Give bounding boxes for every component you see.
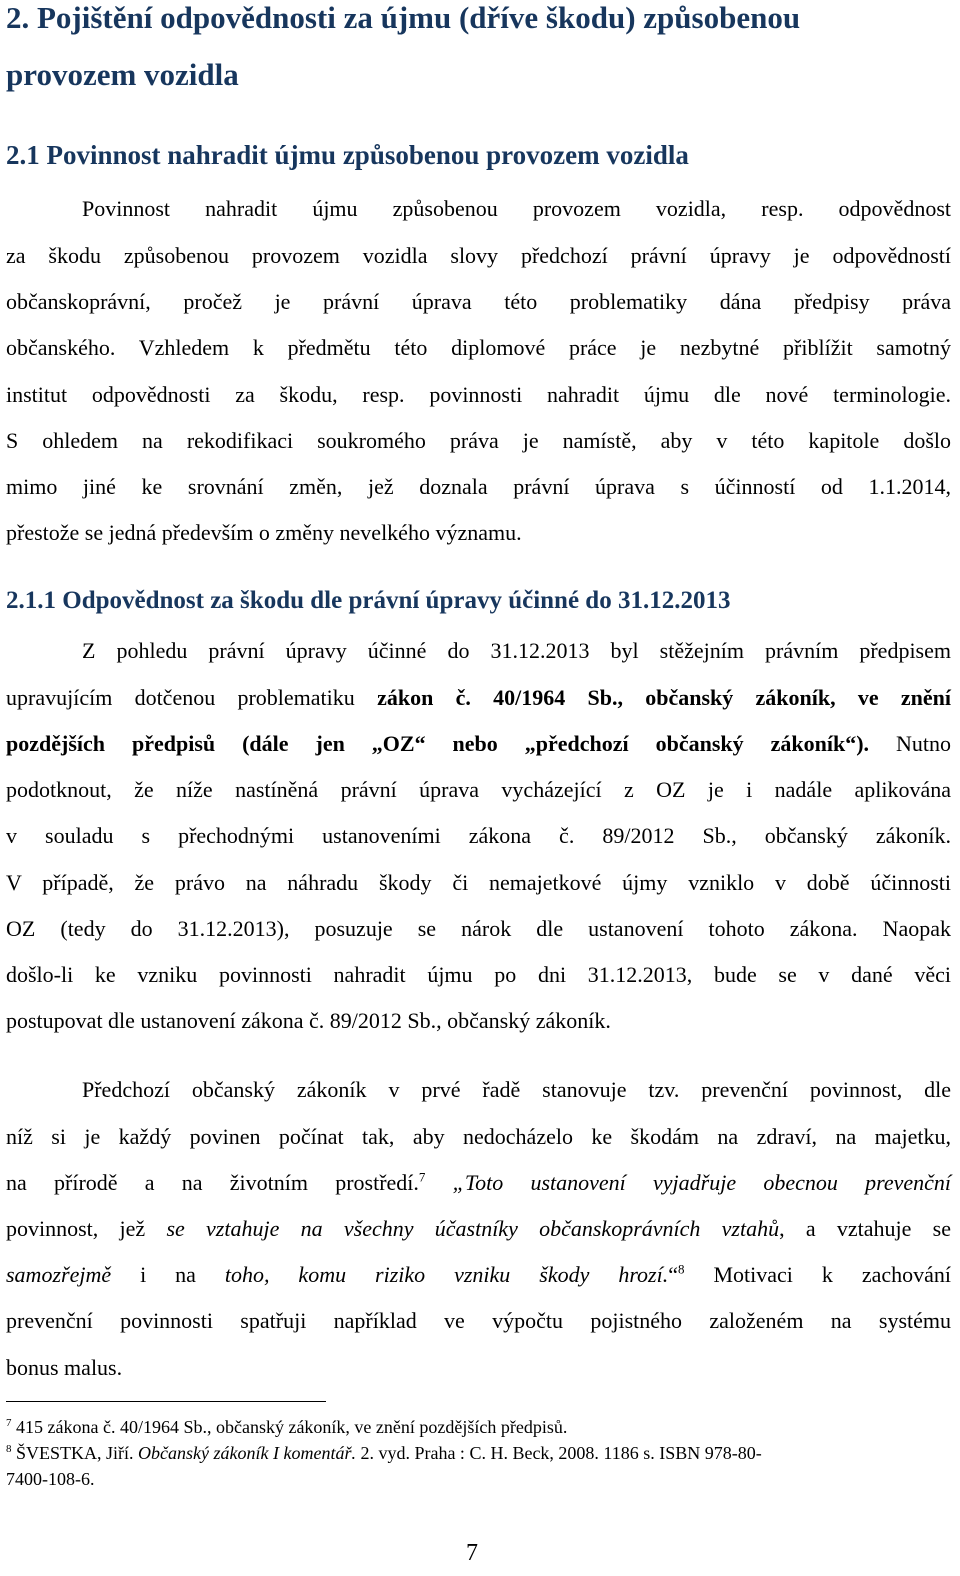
text-run: “ — [668, 1262, 679, 1287]
footnote-text: ŠVESTKA, Jiří. — [11, 1443, 139, 1463]
text-run: , a vztahuje se — [779, 1216, 952, 1241]
italic-text-run: samozřejmě — [6, 1262, 112, 1287]
footnote-separator — [6, 1401, 326, 1402]
text-line: v souladu s přechodnými ustanoveními zákona č. 89/2012 Sb., občanský zákoník. — [6, 823, 951, 848]
bold-text-run: pozdějších předpisů (dále jen „OZ“ nebo „předchozí občanský zákoník“). — [6, 731, 870, 756]
text-line — [6, 729, 951, 759]
text-line: V případě, že právo na náhradu škody či nemajetkové újmy vzniklo v době účinnosti — [6, 870, 951, 895]
text-line: institut odpovědnosti za škodu, resp. povinnosti nahradit újmu dle nové terminologie. — [6, 382, 951, 407]
text-line — [6, 1260, 951, 1290]
text-run: upravujícím dotčenou problematiku — [6, 685, 378, 710]
text-line: níž si je každý povinen počínat tak, aby nedocházelo ke škodám na zdraví, na majetku, — [6, 1124, 951, 1149]
text-run: na přírodě a na životním prostředí. — [6, 1170, 419, 1195]
footnote-number: 8 — [6, 1443, 12, 1455]
text-line: prevenční povinnosti spatřuji například ve výpočtu pojistného založeném na systému — [6, 1308, 951, 1333]
text-line — [6, 683, 951, 713]
text-run: i na — [111, 1262, 225, 1287]
text-line: Z pohledu právní úpravy účinné do 31.12.2013 byl stěžejním právním předpisem — [82, 638, 951, 663]
text-line: došlo-li ke vzniku povinnosti nahradit újmu po dni 31.12.2013, bude se v dané věci — [6, 962, 951, 987]
italic-text-run: se vztahuje na všechny účastníky občanskoprávních vztahů — [166, 1216, 780, 1241]
text-line: postupovat dle ustanovení zákona č. 89/2012 Sb., občanský zákoník. — [6, 1008, 611, 1033]
text-line: za škodu způsobenou provozem vozidla slovy předchozí právní úpravy je odpovědností — [6, 243, 951, 268]
text-line: bonus malus. — [6, 1355, 123, 1380]
text-line — [6, 1168, 951, 1198]
subsection-heading: 2.1.1 Odpovědnost za škodu dle právní úpravy účinné do 31.12.2013 — [6, 587, 731, 614]
footnote-8-continued: 7400-108-6. — [6, 1469, 95, 1489]
text-run: povinnost, jež — [6, 1216, 167, 1241]
footnote-title: Občanský zákoník I komentář. — [138, 1443, 356, 1463]
chapter-heading-line-2: provozem vozidla — [6, 57, 239, 92]
text-line: přestože se jedná především o změny nevelkého významu. — [6, 520, 522, 545]
text-line: S ohledem na rekodifikaci soukromého práva je namístě, aby v této kapitole došlo — [6, 428, 951, 453]
section-heading: 2.1 Povinnost nahradit újmu způsobenou provozem vozidla — [6, 140, 689, 170]
footnote-8 — [6, 1441, 951, 1465]
footnote-number: 7 — [6, 1417, 12, 1429]
footnote-7 — [6, 1415, 951, 1439]
footnote-ref-8[interactable]: 8 — [678, 1261, 685, 1277]
bold-text-run: zákon č. 40/1964 Sb., občanský zákoník, ve znění — [377, 685, 951, 710]
text-line: Povinnost nahradit újmu způsobenou provozem vozidla, resp. odpovědnost — [82, 196, 951, 221]
footnote-ref-7[interactable]: 7 — [418, 1169, 426, 1185]
italic-text-run: toho, komu riziko vzniku škody hrozí. — [224, 1262, 669, 1287]
footnote-text: 2. vyd. Praha : C. H. Beck, 2008. 1186 s. ISBN 978-80- — [355, 1443, 762, 1463]
footnote-text: 415 zákona č. 40/1964 Sb., občanský zákoník, ve znění pozdějších předpisů. — [11, 1417, 568, 1437]
text-line: občanskoprávní, pročež je právní úprava této problematiky dána předpisy práva — [6, 289, 951, 314]
text-line — [6, 1214, 951, 1244]
text-line: mimo jiné ke srovnání změn, jež doznala právní úprava s účinností od 1.1.2014, — [6, 474, 951, 499]
text-run: Nutno — [869, 731, 952, 756]
text-run: Motivaci k zachování — [684, 1262, 951, 1287]
text-line: občanského. Vzhledem k předmětu této diplomové práce je nezbytné přiblížit samotný — [6, 335, 951, 360]
italic-text-run: „Toto ustanovení vyjadřuje obecnou prevenční — [425, 1170, 951, 1195]
text-line: podotknout, že níže nastíněná právní úprava vycházející z OZ je i nadále aplikována — [6, 777, 951, 802]
page-number: 7 — [466, 1540, 478, 1566]
chapter-heading-line-1: 2. Pojištění odpovědnosti za újmu (dříve škodu) způsobenou — [6, 0, 801, 35]
text-line: Předchozí občanský zákoník v prvé řadě stanovuje tzv. prevenční povinnost, dle — [82, 1077, 951, 1102]
text-line: OZ (tedy do 31.12.2013), posuzuje se nárok dle ustanovení tohoto zákona. Naopak — [6, 916, 951, 941]
